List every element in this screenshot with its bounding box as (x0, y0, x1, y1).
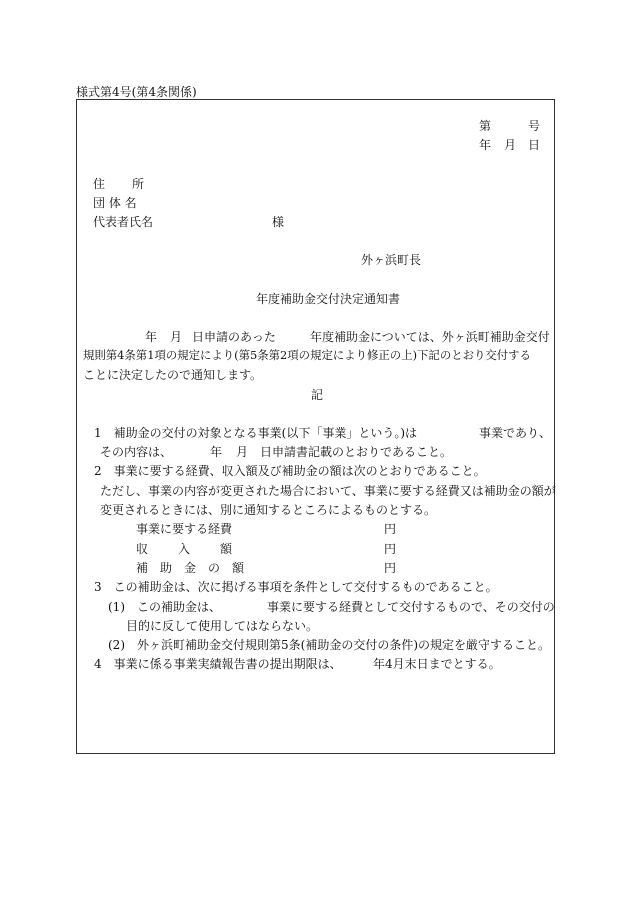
body-year: 年 (145, 330, 158, 344)
body-line-2: 規則第4条第1項の規定により(第5条第2項の規定により修正の上)下記のとおり交付する (83, 348, 531, 362)
date-month: 月 (504, 138, 517, 152)
honorific-sama: 様 (272, 215, 285, 229)
doc-number-dai: 第 (479, 119, 492, 133)
item-4-b: 年4月末日までとする。 (373, 657, 501, 671)
income-label-1: 収 (136, 542, 149, 556)
cost-unit: 円 (384, 522, 397, 536)
item-1-line-1b: 事業であり、 (479, 426, 552, 440)
form-label: 様式第4号(第4条関係) (76, 85, 197, 99)
item-1-application: 日申請書記載のとおりであること。 (260, 445, 453, 459)
item-3-1-b: 事業に要する経費として交付するもので、その交付の (267, 600, 555, 614)
date-year: 年 (479, 138, 492, 152)
body-line-3: ことに決定したので通知します。 (83, 368, 263, 382)
address-label: 住 所 (93, 177, 146, 191)
item-2-line-3: 変更されるときには、別に通知するところによるものとする。 (100, 503, 437, 517)
subsidy-unit: 円 (384, 561, 397, 575)
item-2-line-1: 2 事業に要する経費、収入額及び補助金の額は次のとおりであること。 (94, 464, 486, 478)
item-4-a: 4 事業に係る事業実績報告書の提出期限は、 (94, 657, 342, 671)
subsidy-label: 補 助 金 の 額 (136, 561, 245, 575)
item-1-month: 月 (236, 445, 249, 459)
income-label-3: 額 (220, 542, 233, 556)
item-3-line: 3 この補助金は、次に掲げる事項を条件として交付するものであること。 (94, 580, 498, 594)
item-1-line-1a: 1 補助金の交付の対象となる事業(以下「事業」という。)は (94, 426, 418, 440)
item-3-1-c: 目的に反して使用してはならない。 (126, 619, 319, 633)
item-3-2: (2) 外ヶ浜町補助金交付規則第5条(補助金の交付の条件)の規定を厳守すること。 (108, 638, 550, 652)
item-1-content: その内容は、 (100, 445, 173, 459)
representative-label: 代表者氏名 (93, 215, 154, 229)
item-3-1-a: (1) この補助金は、 (108, 600, 221, 614)
document-title: 年度補助金交付決定通知書 (256, 292, 401, 306)
income-unit: 円 (384, 542, 397, 556)
org-name-label: 団 体 名 (93, 196, 137, 210)
body-applied: 日申請のあった (192, 330, 276, 344)
date-day: 日 (528, 138, 541, 152)
sender-name: 外ヶ浜町長 (361, 253, 422, 267)
item-1-year: 年 (210, 445, 223, 459)
income-label-2: 入 (178, 542, 191, 556)
body-fiscal-subsidy: 年度補助金については、外ヶ浜町補助金交付 (310, 330, 550, 344)
cost-label: 事業に要する経費 (136, 522, 233, 536)
item-2-line-2: ただし、事業の内容が変更された場合において、事業に要する経費又は補助金の額が (100, 484, 556, 498)
doc-number-go: 号 (528, 119, 541, 133)
ki-heading: 記 (311, 388, 324, 402)
body-month: 月 (170, 330, 183, 344)
